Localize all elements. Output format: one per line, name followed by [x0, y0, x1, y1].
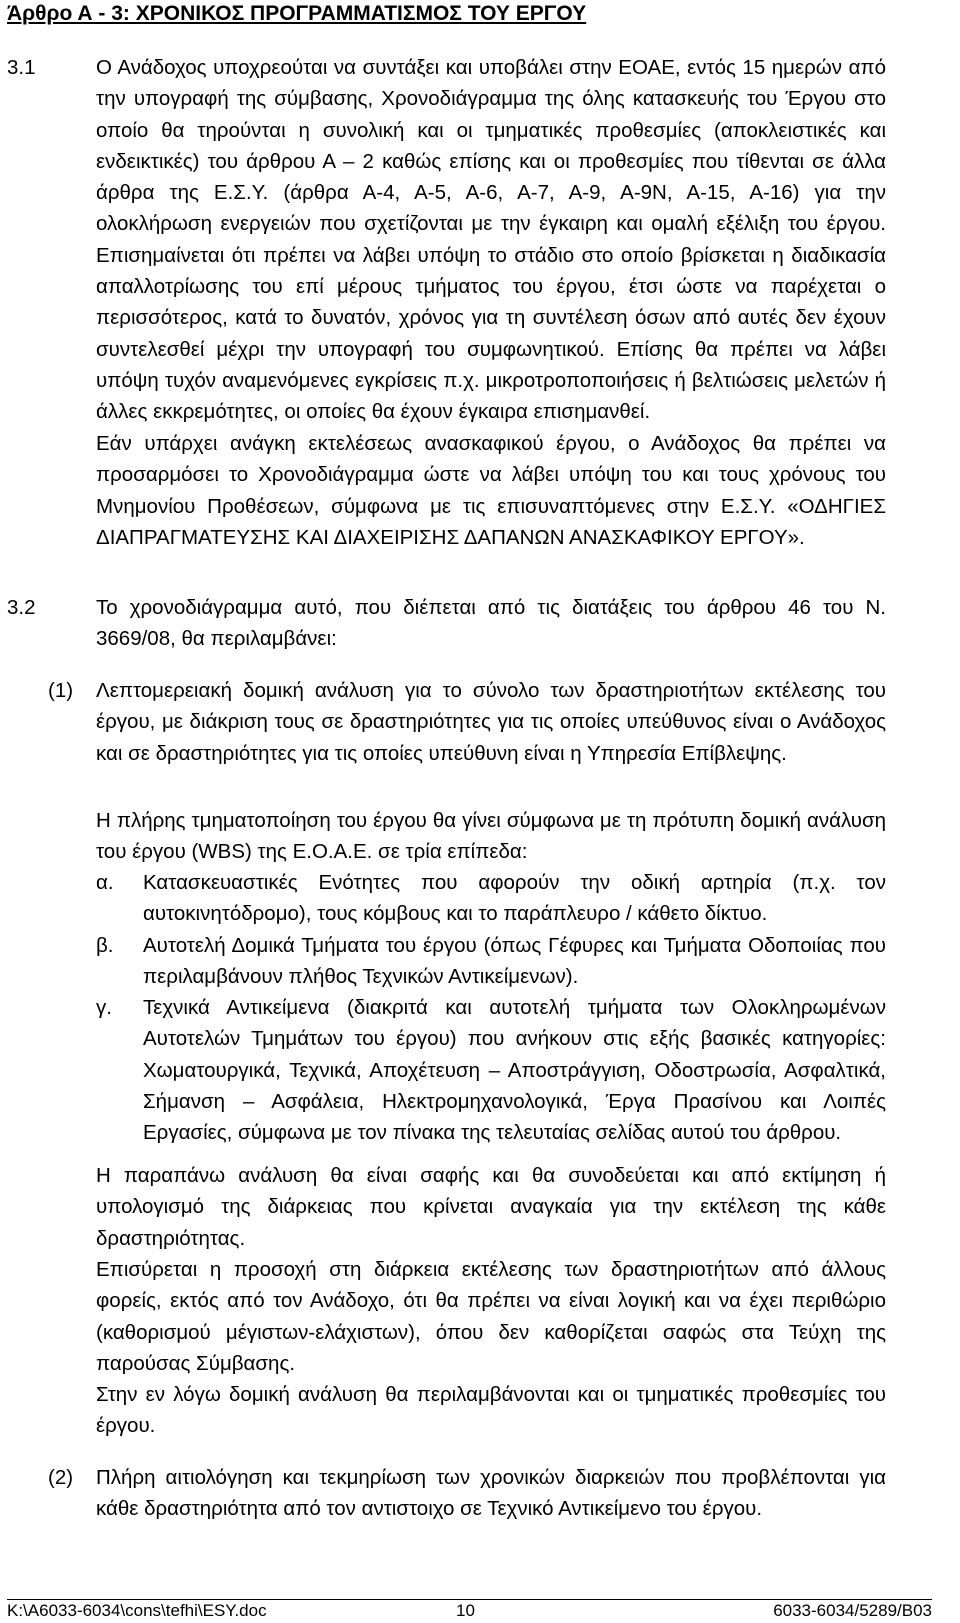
item-number-2: (2) — [48, 1466, 74, 1489]
item-1-paragraph-1: Λεπτομερειακή δομική ανάλυση για το σύνολο των δραστηριοτήτων εκτέλεσης του έργου, με διάκριση τους σε δραστηριότητες για τις οποίες υπεύθυνος είναι ο Ανάδοχος και σε δραστηριότητες για τις οποίες υπεύθυνη είναι η Υπηρεσία Επίβλεψης. — [96, 679, 886, 765]
wbs-level-letter: α. — [96, 871, 114, 894]
item-1-paragraph-2: Η πλήρης τμηματοποίηση του έργου θα γίνει σύμφωνα με τη πρότυπη δομική ανάλυση του έργου (WBS) της Ε.Ο.Α.Ε. σε τρία επίπεδα: — [96, 809, 886, 864]
wbs-levels-list — [96, 867, 886, 1149]
item-1-paragraph-5: Στην εν λόγω δομική ανάλυση θα περιλαμβάνονται και οι τμηματικές προθεσμίες του έργου. — [96, 1383, 886, 1438]
section-number-3-2: 3.2 — [7, 596, 36, 619]
item-number-1: (1) — [48, 679, 74, 702]
footer-divider — [7, 1599, 932, 1600]
wbs-level-text: Αυτοτελή Δομικά Τμήματα του έργου (όπως Γέφυρες και Τμήματα Οδοποιίας που περιλαμβάνουν πλήθος Τεχνικών Αντικείμενων). — [143, 933, 886, 988]
section-number-3-1: 3.1 — [7, 56, 36, 79]
wbs-level-text: Κατασκευαστικές Ενότητες που αφορούν την οδική αρτηρία (π.χ. τον αυτοκινητόδρομο), τους κόμβους και το παράπλευρο / κάθετο δίκτυο. — [143, 871, 886, 926]
article-title: Άρθρο Α - 3: ΧΡΟΝΙΚΟΣ ΠΡΟΓΡΑΜΜΑΤΙΣΜΟΣ ΤΟΥ ΕΡΓΟΥ — [7, 2, 587, 25]
section-3-2-paragraph: Το χρονοδιάγραμμα αυτό, που διέπεται από τις διατάξεις του άρθρου 46 του Ν. 3669/08, θα περιλαμβάνει: — [96, 596, 886, 651]
wbs-level-text: Τεχνικά Αντικείμενα (διακριτά και αυτοτελή τμήματα των Ολοκληρωμένων Αυτοτελών Τμημάτων του έργου) που ανήκουν στις εξής βασικές κατηγορίες: Χωματουργικά, Τεχνικά, Αποχέτευση – Αποστράγγιση, Οδοστρωσία, Ασφαλτικά, Σήμανση – Ασφάλεια, Ηλεκτρομηχανολογικά, Έργα Πρασίνου και Λοιπές Εργασίες, σύμφωνα με τον πίνακα της τελευταίας σελίδας αυτού του άρθρου. — [143, 996, 886, 1145]
section-3-1-paragraph-1: Ο Ανάδοχος υποχρεούται να συντάξει και υποβάλει στην ΕΟΑΕ, εντός 15 ημερών από την υπογραφή της σύμβασης, Χρονοδιάγραμμα της όλης κατασκευής του Έργου στο οποίο θα τηρούνται η συνολική και οι τμηματικές προθεσμίες (αποκλειστικές και ενδεικτικές) του άρθρου Α – 2 καθώς επίσης και οι προθεσμίες που τίθενται σε άλλα άρθρα της Ε.Σ.Υ. (άρθρα Α-4, Α-5, Α-6, Α-7, Α-9, Α-9Ν, Α-15, Α-16) για την ολοκλήρωση ενεργειών που σχετίζονται με την έγκαιρη και ομαλή εξέλιξη του έργου. Επισημαίνεται ότι πρέπει να λάβει υπόψη το στάδιο στο οποίο βρίσκεται η διαδικασία απαλλοτρίωσης του επί μέρους τμήματος του έργου, έτσι ώστε να παρέχεται ο περισσότερος, κατά το δυνατόν, χρόνος για τη συντέλεση όσων από αυτές δεν έχουν συντελεσθεί μέχρι την υπογραφή του συμφωνητικού. Επίσης θα πρέπει να λάβει υπόψη τυχόν αναμενόμενες εγκρίσεις π.χ. μικροτροποποιήσεις ή βελτιώσεις μελετών ή άλλες εκκρεμότητες, οι οποίες θα έχουν έγκαιρα επισημανθεί. — [96, 56, 886, 424]
footer-document-reference: 6033-6034/5289/B03 — [773, 1601, 932, 1620]
footer-page-number: 10 — [456, 1601, 475, 1620]
wbs-level-item — [96, 930, 886, 993]
item-2-paragraph: Πλήρη αιτιολόγηση και τεκμηρίωση των χρονικών διαρκειών που προβλέπονται για κάθε δραστηριότητα από τον αντιστοιχο σε Τεχνικό Αντικείμενο του έργου. — [96, 1466, 886, 1521]
wbs-level-letter: γ. — [96, 996, 112, 1020]
section-3-1-paragraph-2: Εάν υπάρχει ανάγκη εκτελέσεως ανασκαφικού έργου, ο Ανάδοχος θα πρέπει να προσαρμόσει το Χρονοδιάγραμμα ώστε να λάβει υπόψη του και τους χρόνους του Μνημονίου Προθέσεων, σύμφωνα με τις επισυναπτόμενες στην Ε.Σ.Υ. «ΟΔΗΓΙΕΣ ΔΙΑΠΡΑΓΜΑΤΕΥΣΗΣ ΚΑΙ ΔΙΑΧΕΙΡΙΣΗΣ ΔΑΠΑΝΩΝ ΑΝΑΣΚΑΦΙΚΟΥ ΕΡΓΟΥ». — [96, 432, 886, 549]
footer-file-path: K:\A6033-6034\cons\tefhi\ESY.doc — [7, 1601, 267, 1620]
item-1-paragraph-3: Η παραπάνω ανάλυση θα είναι σαφής και θα συνοδεύεται και από εκτίμηση ή υπολογισμό της διάρκειας που κρίνεται αναγκαία για την εκτέλεση της κάθε δραστηριότητας. — [96, 1164, 886, 1250]
wbs-level-item — [96, 867, 886, 930]
wbs-level-item — [96, 992, 886, 1148]
item-1-paragraph-4: Επισύρεται η προσοχή στη διάρκεια εκτέλεσης των δραστηριοτήτων από άλλους φορείς, εκτός από τον Ανάδοχο, ότι θα πρέπει να είναι λογική και να έχει περιθώριο (καθορισμού μέγιστων-ελάχιστων), όπου δεν καθορίζεται σαφώς στα Τεύχη της παρούσας Σύμβασης. — [96, 1258, 886, 1375]
wbs-level-letter: β. — [96, 933, 114, 957]
